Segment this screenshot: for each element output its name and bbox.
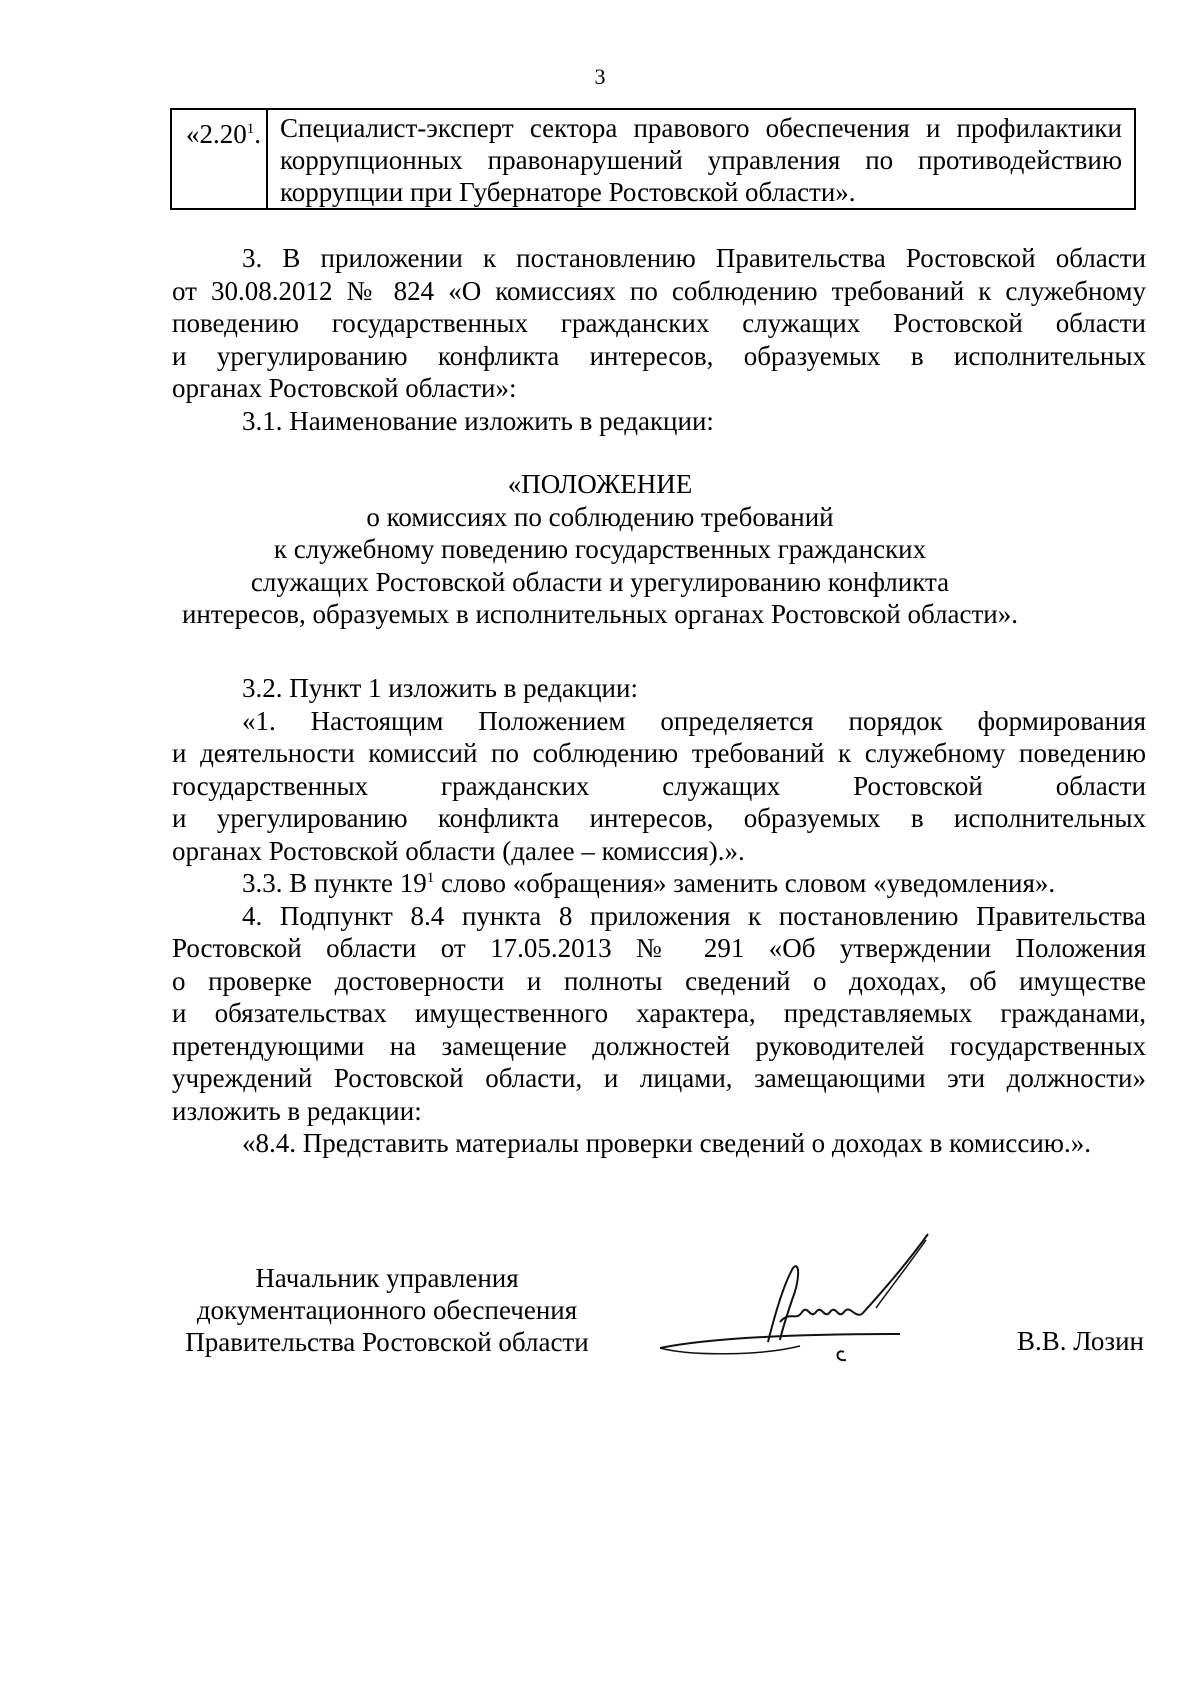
position-line: документационного обеспечения [196, 1295, 578, 1325]
signatory-name: В.В. Лозин [1017, 1326, 1144, 1356]
paragraph-3 [172, 242, 1146, 437]
paragraph-4-line: 4. Подпункт 8.4 пункта 8 приложения к постановлению Правительства [242, 900, 1146, 931]
signatory-position [172, 1262, 602, 1358]
page-number: 3 [594, 64, 606, 89]
paragraph-3-2 [172, 672, 1146, 1160]
table-row-text [268, 110, 1134, 208]
paragraph-line: поведению государственных гражданских служащих Ростовской области [172, 308, 1146, 338]
position-line: Правительства Ростовской области [185, 1327, 589, 1357]
paragraph-4-line: о проверке достоверности и полноты сведений о доходах, об имуществе [172, 965, 1146, 996]
paragraph-line: от 30.08.2012 № 824 «О комиссиях по соблюдению требований к служебному [172, 275, 1146, 306]
paragraph-4-line: учреждений Ростовской области, и лицами, замещающими эти должности» [172, 1063, 1146, 1093]
table-row-line: коррупции при Губернаторе Ростовской области». [280, 177, 856, 207]
paragraph-line: органах Ростовской области»: [172, 373, 517, 403]
paragraph-line: органах Ростовской области (далее – комиссия).». [172, 835, 745, 866]
paragraph-line: 3. В приложении к постановлению Правительства Ростовской области [242, 243, 1146, 273]
paragraph-4-line: изложить в редакции: [172, 1095, 422, 1126]
title-line: «ПОЛОЖЕНИЕ [507, 469, 693, 499]
handwritten-signature [650, 1230, 980, 1380]
paragraph-4-line: и обязательствах имущественного характера, представляемых гражданами, [172, 998, 1146, 1028]
table-row-line: Специалист-эксперт сектора правового обеспечения и профилактики [280, 113, 1122, 143]
table-row-line: коррупционных правонарушений управления по противодействию [280, 145, 1122, 175]
table-row-number: «2.20$^1$. [172, 110, 268, 208]
paragraph-4-line: Ростовской области от 17.05.2013 № 291 «Об утверждении Положения [172, 933, 1146, 963]
position-line: Начальник управления [255, 1263, 519, 1293]
title-line: о комиссиях по соблюдению требований [366, 501, 834, 532]
paragraph-3-3: 3.3. В пункте $19^1$ слово «обращения» заменить словом «уведомления». [242, 868, 1056, 898]
paragraph-3-1: 3.1. Наименование изложить в редакции: [242, 405, 714, 436]
paragraph-line: 3.2. Пункт 1 изложить в редакции: [242, 673, 638, 703]
title-line: интересов, образуемых в исполнительных органах Ростовской области». [181, 599, 1018, 629]
title-line: к служебному поведению государственных гражданских [273, 534, 927, 564]
paragraph-4-line: претендующими на замещение должностей руководителей государственных [172, 1030, 1146, 1061]
paragraph-line: «1. Настоящим Положением определяется порядок формирования [242, 705, 1146, 736]
paragraph-line: государственных гражданских служащих Ростовской области [172, 770, 1146, 801]
paragraph-line: и деятельности комиссий по соблюдению требований к служебному поведению [172, 738, 1146, 768]
paragraph-line: и урегулированию конфликта интересов, образуемых в исполнительных [172, 803, 1146, 833]
amendment-table-row [170, 108, 1136, 210]
regulation-title [0, 468, 1200, 631]
title-line: служащих Ростовской области и урегулированию конфликта [250, 566, 950, 597]
paragraph-4-quote: «8.4. Представить материалы проверки сведений о доходах в комиссию.». [242, 1128, 1091, 1158]
paragraph-line: и урегулированию конфликта интересов, образуемых в исполнительных [172, 340, 1146, 371]
